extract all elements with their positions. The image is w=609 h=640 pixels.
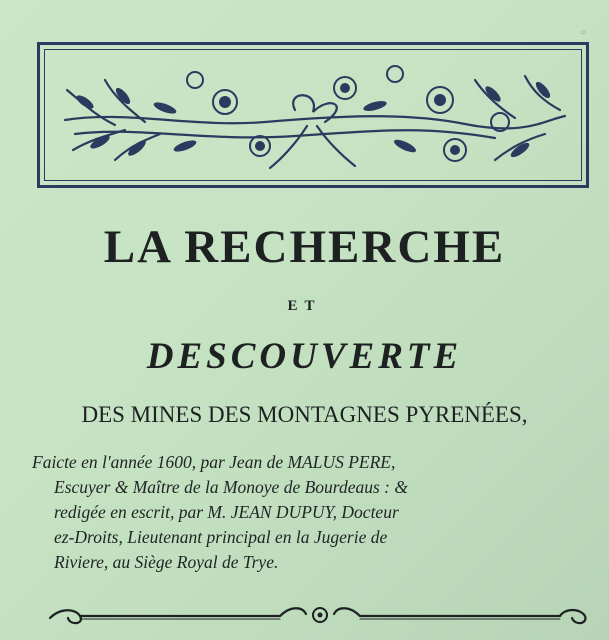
title-subtitle: DES MINES DES MONTAGNES PYRENÉES, <box>81 402 528 427</box>
headpiece-inner-border <box>44 49 582 181</box>
margin-stamp: 0 <box>579 30 587 35</box>
paragraph-line: Riviere, au Siège Royal de Trye. <box>54 552 279 572</box>
paragraph-line: Faicte en l'année 1600, par Jean de MALUS PERE, <box>32 452 396 472</box>
title-conjunction: ET <box>287 298 322 314</box>
title-secondary: DESCOUVERTE <box>146 336 463 377</box>
paragraph-line: Escuyer & Maître de la Monoye de Bourdeaus : & <box>54 477 408 497</box>
title-main: LA RECHERCHE <box>103 221 506 273</box>
paragraph-line: ez-Droits, Lieutenant principal en la Jugerie de <box>54 527 388 547</box>
ornamental-rule <box>40 600 600 630</box>
paragraph-line: redigée en escrit, par M. JEAN DUPUY, Docteur <box>54 502 399 522</box>
floral-headpiece <box>37 42 589 188</box>
imprint-paragraph <box>32 450 580 575</box>
floral-garland-illustration <box>45 50 581 180</box>
